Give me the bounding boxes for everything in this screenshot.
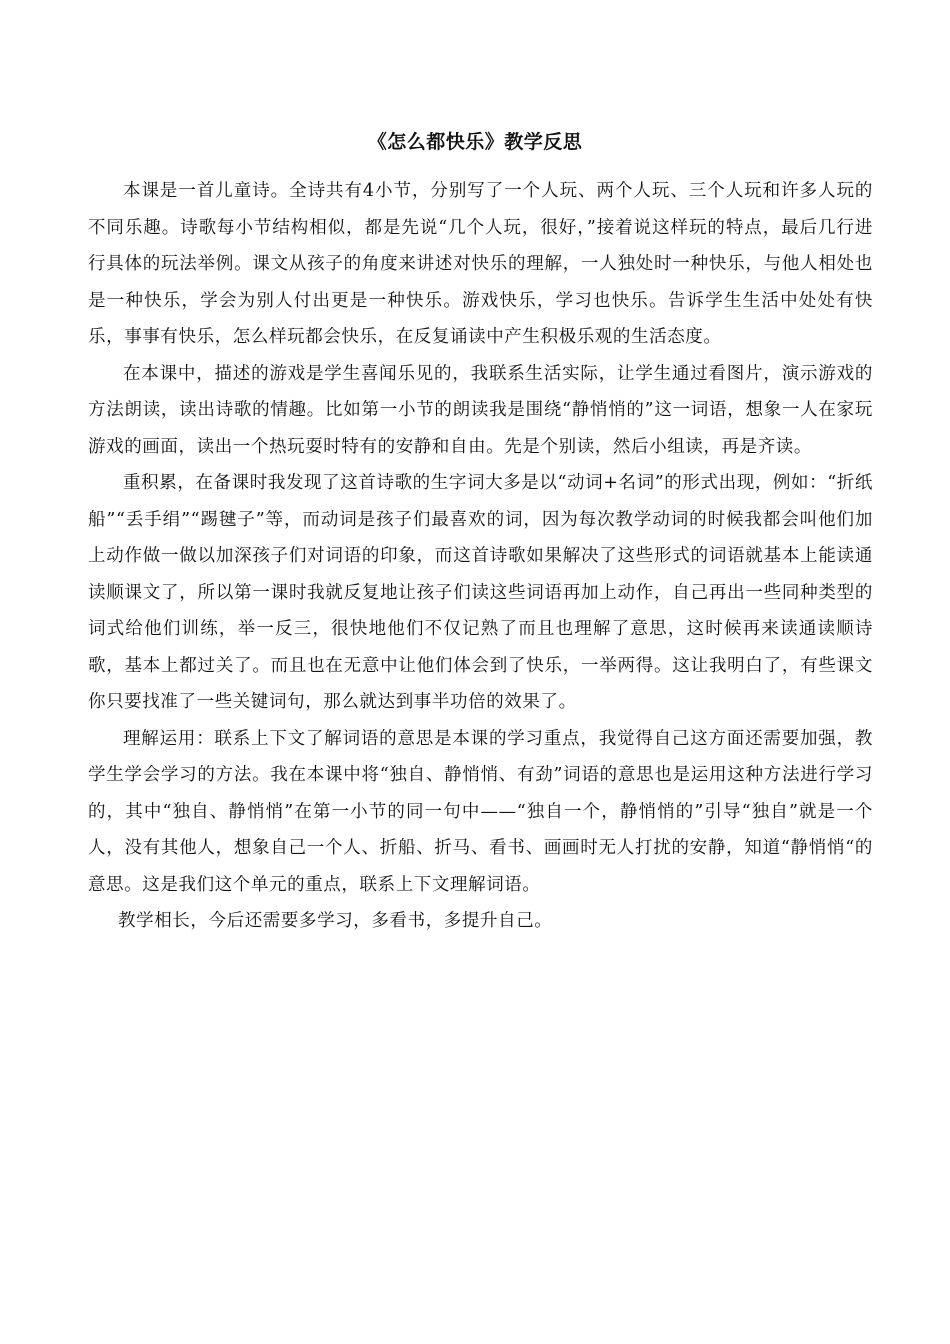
- paragraph-accumulation: 重积累，在备课时我发现了这首诗歌的生字词大多是以“动词+名词”的形式出现，例如：“折纸船”“丢手绢”“踢毽子”等，而动词是孩子们最喜欢的词，因为每次教学动词的时候我都会叫他们加上动作做一做以加深孩子们对词语的印象，而这首诗歌如果解决了这些形式的词语就基本上能读通读顺课文了，所以第一课时我就反复地让孩子们读这些词语再加上动作，自己再出一些同种类型的词式给他们训练，举一反三，很快地他们不仅记熟了而且也理解了意思，这时候再来读通读顺诗歌，基本上都过关了。而且也在无意中让他们体会到了快乐，一举两得。这让我明白了，有些课文你只要找准了一些关键词句，那么就达到事半功倍的效果了。: [88, 473, 873, 712]
- paragraph-conclusion: 教学相长，今后还需要多学习，多看书，多提升自己。: [118, 911, 553, 931]
- document-title: 《怎么都快乐》教学反思: [367, 131, 583, 153]
- paragraph-intro: 本课是一首儿童诗。全诗共有4小节，分别写了一个人玩、两个人玩、三个人玩和许多人玩的不同乐趣。诗歌每小节结构相似，都是先说“几个人玩，很好，”接着说这样玩的特点，最后几行进行具体的玩法举例。课文从孩子的角度来讲述对快乐的理解，一人独处时一种快乐，与他人相处也是一种快乐，学会为别人付出更是一种快乐。游戏快乐，学习也快乐。告诉学生生活中处处有快乐，事事有快乐，怎么样玩都会快乐，在反复诵读中产生积极乐观的生活态度。: [88, 181, 873, 347]
- paragraph-game-reading: 在本课中，描述的游戏是学生喜闻乐见的，我联系生活实际，让学生通过看图片，演示游戏的方法朗读，读出诗歌的情趣。比如第一小节的朗读我是围绕“静悄悄的”这一词语，想象一人在家玩游戏的画面，读出一个热玩耍时特有的安静和自由。先是个别读，然后小组读，再是齐读。: [88, 363, 873, 457]
- paragraph-understanding: 理解运用：联系上下文了解词语的意思是本课的学习重点，我觉得自己这方面还需要加强，教学生学会学习的方法。我在本课中将“独自、静悄悄、有劲”词语的意思也是运用这种方法进行学习的，其中“独自、静悄悄”在第一小节的同一句中——“独自一个，静悄悄的”引导“独自”就是一个人，没有其他人，想象自己一个人、折船、折马、看书、画画时无人打扰的安静，知道“静悄悄“的意思。这是我们这个单元的重点，联系上下文理解词语。: [88, 728, 873, 895]
- document-body: [88, 173, 873, 940]
